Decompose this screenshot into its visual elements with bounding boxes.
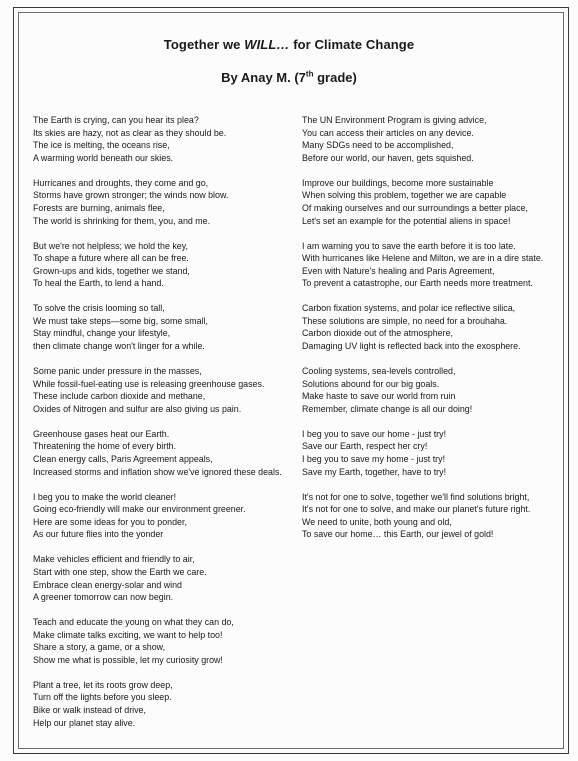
title-part-2: for Climate Change <box>289 37 415 52</box>
poem-line: I am warning you to save the earth before it is too late. <box>302 240 516 251</box>
poem-line: Forests are burning, animals flee, <box>33 202 165 213</box>
poem-line: Many SDGs need to be accomplished, <box>302 140 454 151</box>
poem-line: Help our planet stay alive. <box>33 717 136 728</box>
poem-line: Increased storms and inflation show we've ignored these deals. <box>33 466 282 477</box>
poem-line: We must take steps—some big, some small, <box>33 315 208 326</box>
poem-line: To solve the crisis looming so tall, <box>33 303 165 314</box>
poem-line: You can access their articles on any device. <box>302 127 474 138</box>
poem-line: Show me what is possible, let my curiosity grow! <box>33 654 223 665</box>
poem-line: Going eco-friendly will make our environment greener. <box>33 504 246 515</box>
poem-line: Carbon fixation systems, and polar ice reflective silica, <box>302 303 516 314</box>
poem-line: These include carbon dioxide and methane, <box>33 391 206 402</box>
poem-line: While fossil-fuel-eating use is releasing greenhouse gases. <box>33 378 265 389</box>
poem-line: To save our home… this Earth, our jewel of gold! <box>302 529 494 540</box>
poem-line: Stay mindful, change your lifestyle, <box>33 328 171 339</box>
poem-line: Save our Earth, respect her cry! <box>302 441 428 452</box>
byline-superscript: th <box>305 69 314 79</box>
poem-line: To shape a future where all can be free. <box>33 253 189 264</box>
poem-line: Make vehicles efficient and friendly to air, <box>33 554 195 565</box>
poem-line: The UN Environment Program is giving advice, <box>302 115 487 125</box>
poem-line: then climate change won't linger for a while. <box>33 341 205 352</box>
poem-line: Improve our buildings, become more sustainable <box>302 177 494 188</box>
poem-line: But we're not helpless; we hold the key, <box>33 240 188 251</box>
poem-line: Cooling systems, sea-levels controlled, <box>302 366 456 377</box>
poem-line: Storms have grown stronger; the winds now blow. <box>33 190 229 201</box>
poem-line: The world is shrinking for them, you, and me. <box>33 215 211 226</box>
poem-line: As our future flies into the yonder <box>33 529 164 540</box>
byline-part-2: grade) <box>313 70 357 85</box>
poem-line: Plant a tree, let its roots grow deep, <box>33 679 173 690</box>
stanza <box>33 177 295 227</box>
poem-line: It's not for one to solve, and make our planet's future right. <box>302 504 531 515</box>
poem-line: Oxides of Nitrogen and sulfur are also giving us pain. <box>33 403 242 414</box>
poem-line: Greenhouse gases heat our Earth. <box>33 428 170 439</box>
poem-line: Teach and educate the young on what they can do, <box>33 617 234 628</box>
stanza <box>33 616 295 666</box>
poem-line: Some panic under pressure in the masses, <box>33 366 202 377</box>
stanza <box>33 679 295 729</box>
poem-column-left <box>33 114 295 742</box>
stanza <box>33 240 295 290</box>
poem-line: To prevent a catastrophe, our Earth needs more treatment. <box>302 278 533 289</box>
title-emphasis: WILL… <box>244 37 290 52</box>
stanza <box>33 114 295 164</box>
poem-line: I beg you to save our home - just try! <box>302 428 447 439</box>
poem-line: Damaging UV light is reflected back into the exosphere. <box>302 341 521 352</box>
stanza <box>33 553 295 603</box>
poem-line: Make climate talks exciting, we want to help too! <box>33 629 223 640</box>
stanza <box>33 491 295 541</box>
stanza <box>302 491 564 541</box>
poem-line: Turn off the lights before you sleep. <box>33 692 172 703</box>
poem-line: A greener tomorrow can now begin. <box>33 592 174 603</box>
poem-line: Hurricanes and droughts, they come and go, <box>33 177 209 188</box>
poem-line: It's not for one to solve, together we'll find solutions bright, <box>302 491 530 502</box>
poem-line: Embrace clean energy-solar and wind <box>33 579 182 590</box>
poem-column-right <box>302 114 564 553</box>
poem-line: Bike or walk instead of drive, <box>33 705 146 716</box>
poem-line: With hurricanes like Helene and Milton, we are in a dire state. <box>302 253 544 264</box>
byline-part-1: By Anay M. (7 <box>221 70 306 85</box>
poem-line: Threatening the home of every birth. <box>33 441 177 452</box>
title-part-1: Together we <box>163 37 245 52</box>
poem-line: Save my Earth, together, have to try! <box>302 466 447 477</box>
poem-line: Clean energy calls, Paris Agreement appeals, <box>33 454 213 465</box>
poem-line: I beg you to save my home - just try! <box>302 454 446 465</box>
poem-line: Share a story, a game, or a show, <box>33 642 166 653</box>
poem-line: Here are some ideas for you to ponder, <box>33 516 187 527</box>
stanza <box>302 177 564 227</box>
poem-line: These solutions are simple, no need for a brouhaha. <box>302 315 508 326</box>
poem-line: To heal the Earth, to lend a hand. <box>33 278 164 289</box>
poem-line: The ice is melting, the oceans rise, <box>33 140 170 151</box>
stanza <box>302 302 564 352</box>
poem-line: When solving this problem, together we are capable <box>302 190 507 201</box>
stanza <box>302 365 564 415</box>
poem-line: We need to unite, both young and old, <box>302 516 452 527</box>
stanza <box>302 114 564 164</box>
stanza <box>302 428 564 478</box>
poem-title <box>0 37 578 52</box>
poem-line: I beg you to make the world cleaner! <box>33 491 177 502</box>
poem-line: Its skies are hazy, not as clear as they should be. <box>33 127 227 138</box>
poem-line: Make haste to save our world from ruin <box>302 391 456 402</box>
stanza <box>33 302 295 352</box>
poem-line: Solutions abound for our big goals. <box>302 378 440 389</box>
poem-line: Carbon dioxide out of the atmosphere, <box>302 328 453 339</box>
poem-line: Remember, climate change is all our doing! <box>302 403 473 414</box>
stanza <box>33 365 295 415</box>
poem-line: A warming world beneath our skies. <box>33 152 174 163</box>
poem-line: Start with one step, show the Earth we care. <box>33 566 207 577</box>
poem-line: The Earth is crying, can you hear its plea? <box>33 115 199 125</box>
poem-line: Even with Nature's healing and Paris Agreement, <box>302 265 495 276</box>
poem-byline <box>0 70 578 85</box>
stanza <box>33 428 295 478</box>
poem-line: Before our world, our haven, gets squished. <box>302 152 474 163</box>
poem-line: Let's set an example for the potential aliens in space! <box>302 215 511 226</box>
stanza <box>302 240 564 290</box>
poem-line: Of making ourselves and our surroundings a better place, <box>302 202 528 213</box>
poem-line: Grown-ups and kids, together we stand, <box>33 265 190 276</box>
